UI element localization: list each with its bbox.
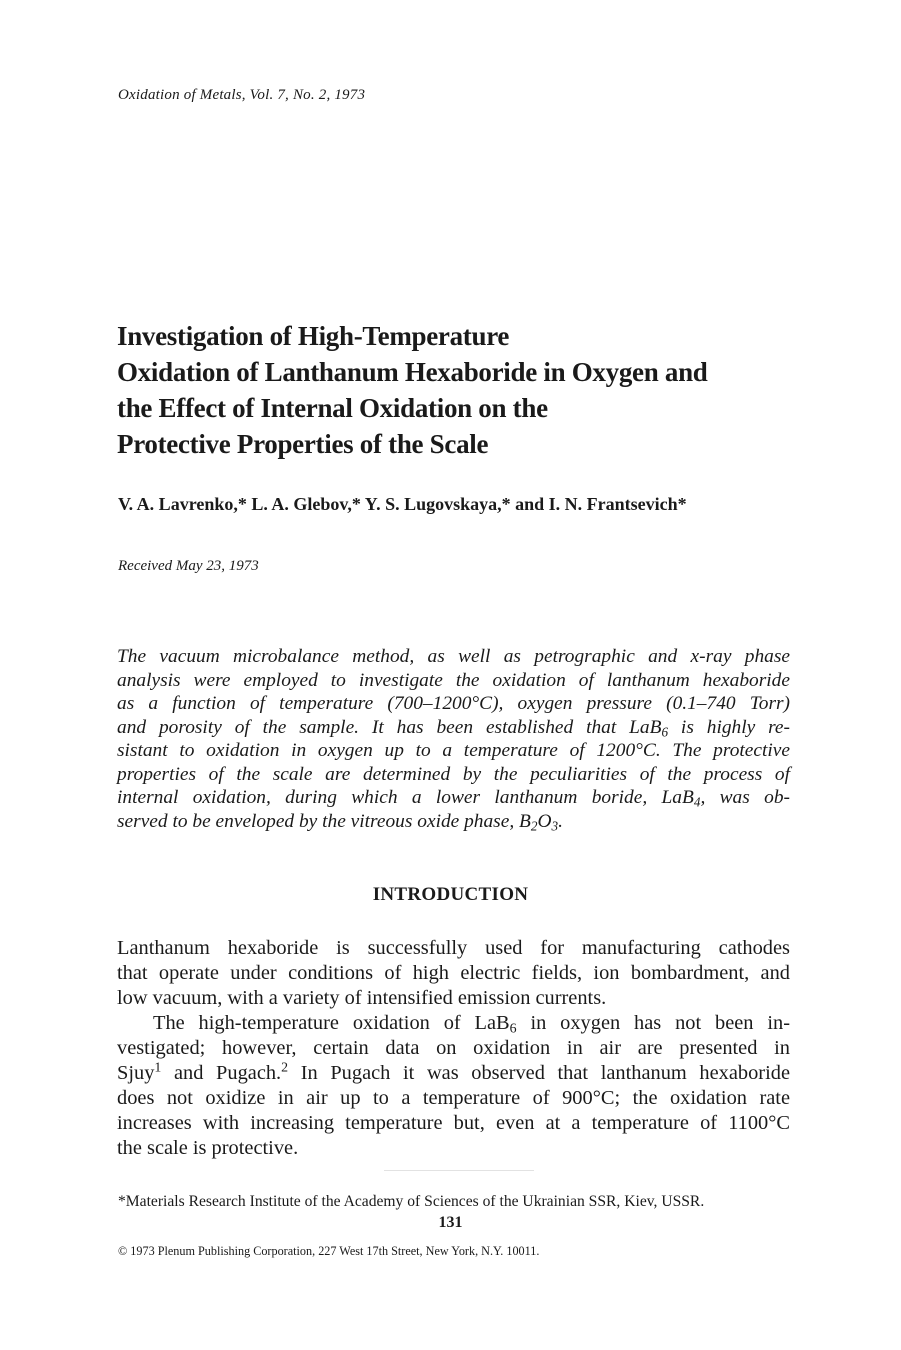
subscript: 6 <box>661 723 669 739</box>
title-line: Oxidation of Lanthanum Hexaboride in Oxygen and <box>117 357 708 387</box>
abstract-text: and porosity of the sample. It has been established that LaB <box>117 716 662 738</box>
copyright-notice: © 1973 Plenum Publishing Corporation, 227 West 17th Street, New York, N.Y. 10011. <box>118 1244 540 1258</box>
body-line: that operate under conditions of high electric fields, ion bombardment, and <box>117 962 790 984</box>
body-text-run: In Pugach it was observed that lanthanum hexaboride <box>288 1062 790 1084</box>
body-text-run: Sjuy <box>117 1062 155 1084</box>
title-line: Investigation of High-Temperature <box>117 321 510 351</box>
affiliation-footnote: *Materials Research Institute of the Academy of Sciences of the Ukrainian SSR, Kiev, USSR. <box>118 1193 705 1210</box>
abstract-line: properties of the scale are determined by the peculiarities of the process of <box>117 763 790 785</box>
abstract-text: is highly re- <box>668 716 790 738</box>
abstract-line <box>117 716 790 740</box>
footnote-divider <box>384 1170 534 1171</box>
subscript: 2 <box>530 817 538 833</box>
title-line: Protective Properties of the Scale <box>117 429 489 459</box>
received-date: Received May 23, 1973 <box>118 558 259 574</box>
author-list: V. A. Lavrenko,* L. A. Glebov,* Y. S. Lugovskaya,* and I. N. Frantsevich* <box>118 494 687 514</box>
body-line: vestigated; however, certain data on oxidation in air are presented in <box>117 1037 790 1059</box>
abstract-line <box>117 786 790 810</box>
abstract-line: The vacuum microbalance method, as well as petrographic and x-ray phase <box>117 646 790 667</box>
body-text-run: The high-temperature oxidation of LaB <box>153 1012 510 1034</box>
reference-superscript: 1 <box>154 1060 162 1076</box>
abstract-line: sistant to oxidation in oxygen up to a temperature of 1200°C. The protective <box>117 740 790 761</box>
abstract <box>117 645 790 833</box>
page-number: 131 <box>438 1214 463 1231</box>
abstract-line: analysis were employed to investigate the oxidation of lanthanum hexaboride <box>117 669 790 691</box>
body-line: the scale is protective. <box>117 1137 299 1159</box>
abstract-line: as a function of temperature (700–1200°C), oxygen pressure (0.1–740 Torr) <box>117 693 790 714</box>
reference-superscript: 2 <box>281 1060 289 1076</box>
body-text-run: in oxygen has not been in- <box>516 1012 790 1034</box>
body-line: Lanthanum hexaboride is successfully used for manufacturing cathodes <box>117 937 790 959</box>
abstract-text: , was ob- <box>700 787 790 808</box>
body-text-run: and Pugach. <box>161 1062 282 1084</box>
subscript: 6 <box>509 1021 517 1037</box>
body-line: does not oxidize in air up to a temperature of 900°C; the oxidation rate <box>117 1087 790 1109</box>
subscript: 3 <box>551 817 559 833</box>
abstract-text: O <box>537 810 552 832</box>
abstract-text: internal oxidation, during which a lower lanthanum boride, LaB <box>117 787 694 808</box>
abstract-text: . <box>558 810 563 832</box>
body-line: increases with increasing temperature but, even at a temperature of 1100°C <box>117 1112 790 1134</box>
body-line <box>117 1061 790 1086</box>
title-line: the Effect of Internal Oxidation on the <box>117 393 548 423</box>
abstract-line <box>117 810 790 834</box>
abstract-text: served to be enveloped by the vitreous oxide phase, B <box>117 810 531 832</box>
section-heading: INTRODUCTION <box>372 884 529 905</box>
article-title <box>117 318 817 462</box>
body-text <box>117 936 790 1161</box>
journal-citation: Oxidation of Metals, Vol. 7, No. 2, 1973 <box>118 87 366 103</box>
body-line <box>117 1011 790 1036</box>
body-line: low vacuum, with a variety of intensified emission currents. <box>117 987 607 1009</box>
subscript: 4 <box>693 794 701 810</box>
